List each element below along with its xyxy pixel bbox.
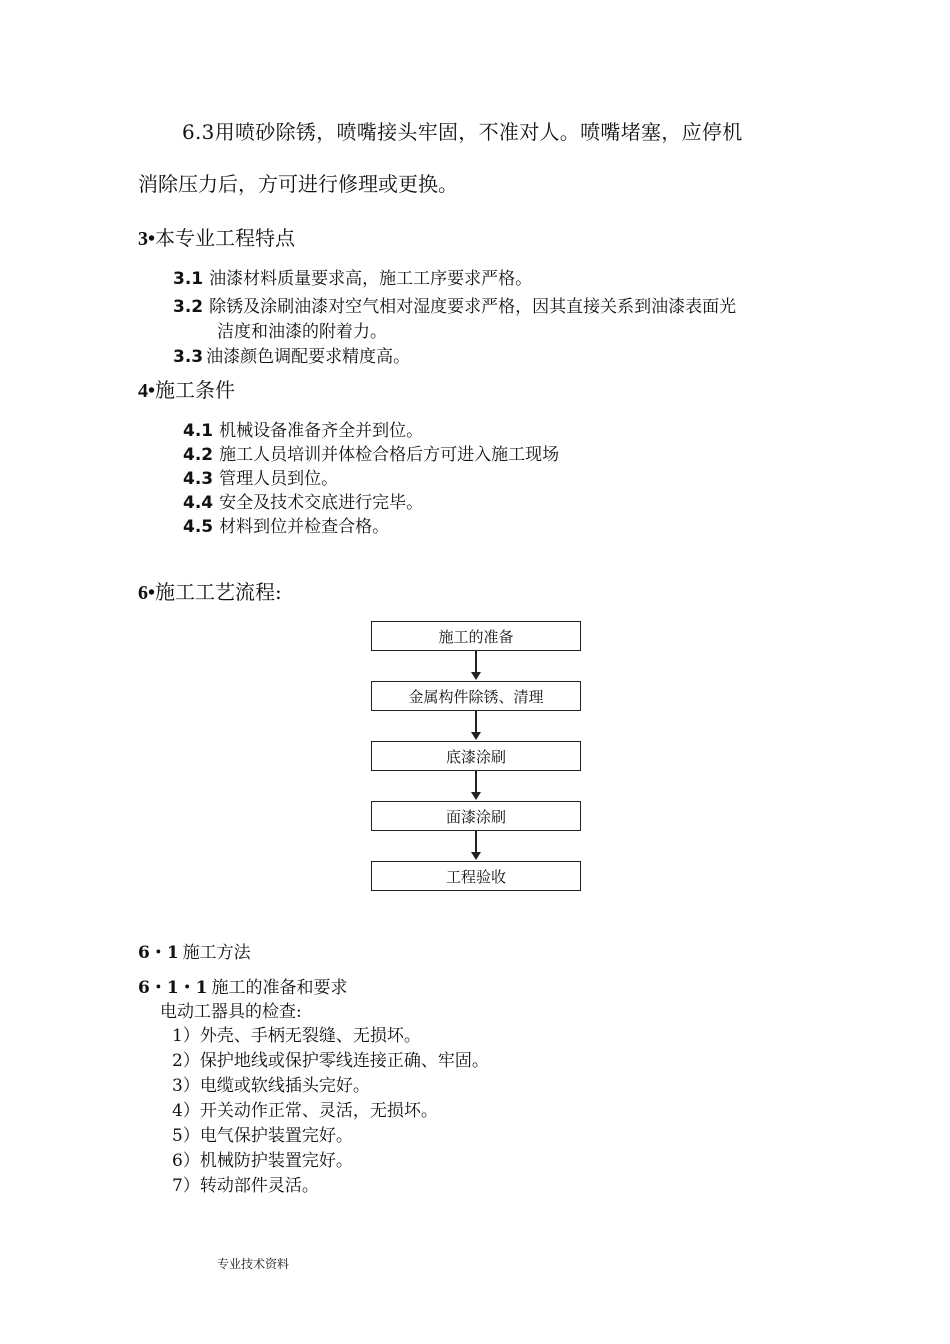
flow-arrow-head-icon: [471, 732, 481, 740]
item-text: 除锈及涂刷油漆对空气相对湿度要求严格，因其直接关系到油漆表面光: [209, 297, 737, 317]
item-number: 3.2: [173, 297, 204, 317]
item-text: 油漆颜色调配要求精度高。: [206, 347, 411, 367]
section-4-title: 施工条件: [155, 378, 236, 402]
list-item-4-3: [183, 464, 338, 489]
paragraph-6-3-line1: 6.3用喷砂除锈，喷嘴接头牢固，不准对人。喷嘴堵塞，应停机: [182, 120, 743, 144]
section-6-1-1-intro: 电动工器具的检查:: [160, 1002, 302, 1022]
section-6-1-heading: [138, 938, 251, 963]
section-3-number: 3•: [138, 228, 156, 250]
item-text: 油漆材料质量要求高，施工工序要求严格。: [209, 269, 533, 289]
flow-arrow-head-icon: [471, 792, 481, 800]
item-number: 3.3: [173, 347, 204, 367]
checklist-item: 6）机械防护装置完好。: [172, 1151, 353, 1171]
item-number: 4.4: [183, 493, 214, 513]
item-text: 安全及技术交底进行完毕。: [219, 493, 424, 513]
flow-arrow-head-icon: [471, 672, 481, 680]
section-4-number: 4•: [138, 380, 156, 402]
section-6-number: 6•: [138, 582, 156, 604]
item-text: 材料到位并检查合格。: [219, 517, 390, 537]
flow-arrow-line: [475, 711, 477, 732]
flow-step-primer: 底漆涂刷: [371, 741, 581, 771]
list-item-3-1: [173, 264, 532, 289]
list-item-4-2: [183, 440, 559, 465]
flow-step-preparation: 施工的准备: [371, 621, 581, 651]
item-number: 4.5: [183, 517, 214, 537]
checklist-item: 7）转动部件灵活。: [172, 1176, 319, 1196]
section-6-1-1-title: 施工的准备和要求: [211, 978, 348, 998]
list-item-3-2-continuation: 洁度和油漆的附着力。: [217, 322, 387, 342]
checklist-item: 1）外壳、手柄无裂缝、无损坏。: [172, 1026, 421, 1046]
checklist-item: 4）开关动作正常、灵活，无损坏。: [172, 1101, 438, 1121]
flow-step-acceptance: 工程验收: [371, 861, 581, 891]
list-item-4-1: [183, 416, 423, 441]
section-4-heading: [138, 374, 235, 403]
checklist-item: 3）电缆或软线插头完好。: [172, 1076, 370, 1096]
item-number: 4.2: [183, 445, 214, 465]
list-item-4-5: [183, 512, 389, 537]
section-6-1-1-number: 6・1・1: [138, 978, 208, 998]
item-number: 4.1: [183, 421, 214, 441]
section-6-1-title: 施工方法: [182, 943, 251, 963]
list-item-3-3: [173, 342, 410, 367]
flow-step-rust-removal: 金属构件除锈、清理: [371, 681, 581, 711]
flow-arrow-head-icon: [471, 852, 481, 860]
section-6-heading: [138, 576, 282, 605]
item-text: 机械设备准备齐全并到位。: [219, 421, 424, 441]
item-number: 3.1: [173, 269, 204, 289]
page-footer: 专业技术资料: [217, 1257, 290, 1271]
section-6-1-1-heading: [138, 973, 348, 998]
list-item-3-2: [173, 292, 736, 317]
item-text: 管理人员到位。: [219, 469, 339, 489]
checklist-item: 5）电气保护装置完好。: [172, 1126, 353, 1146]
flow-arrow-line: [475, 831, 477, 852]
section-3-title: 本专业工程特点: [155, 226, 296, 250]
section-3-heading: [138, 222, 295, 251]
section-6-1-number: 6・1: [138, 943, 179, 963]
flow-arrow-line: [475, 771, 477, 792]
flow-arrow-line: [475, 651, 477, 672]
section-6-title: 施工工艺流程:: [155, 580, 282, 604]
paragraph-6-3-line2: 消除压力后，方可进行修理或更换。: [138, 172, 458, 196]
list-item-4-4: [183, 488, 423, 513]
checklist-item: 2）保护地线或保护零线连接正确、牢固。: [172, 1051, 489, 1071]
item-text: 施工人员培训并体检合格后方可进入施工现场: [219, 445, 560, 465]
item-number: 4.3: [183, 469, 214, 489]
flow-step-topcoat: 面漆涂刷: [371, 801, 581, 831]
